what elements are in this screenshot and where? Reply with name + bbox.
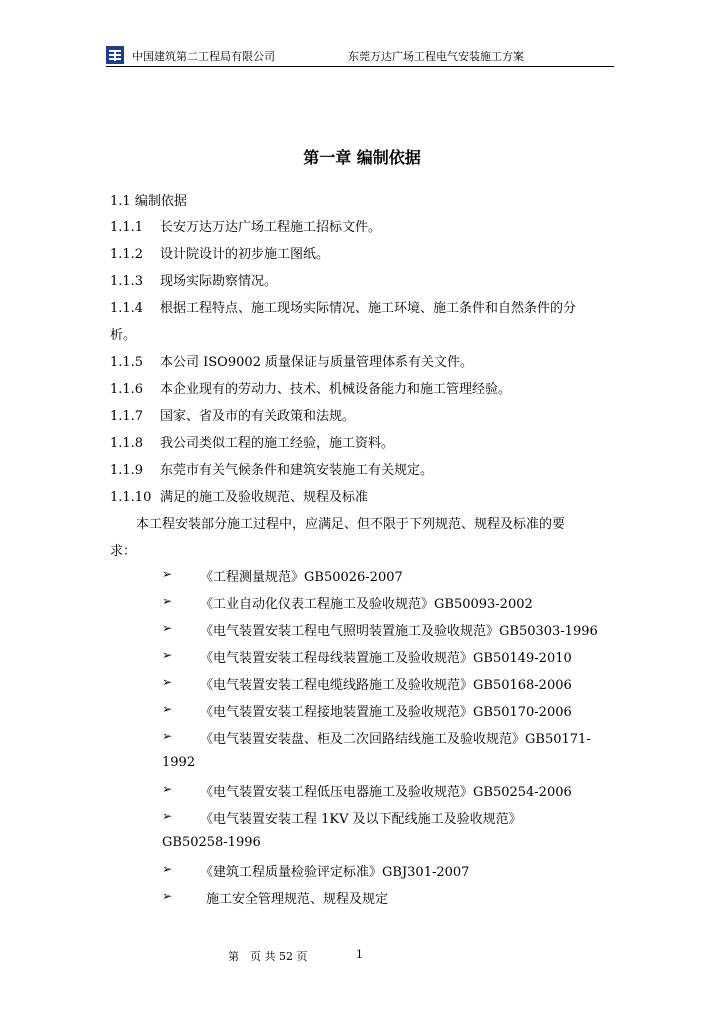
standard-item: 《电气装置安装工程接地装置施工及验收规范》GB50170-2006 (200, 705, 572, 720)
standard-item: 《电气装置安装工程母线装置施工及验收规范》GB50149-2010 (200, 651, 572, 666)
section-1-1-4: 1.1.4 根据工程特点、施工现场实际情况、施工环境、施工条件和自然条件的分 (110, 301, 577, 316)
standard-item: 施工安全管理规范、规程及规定 (206, 892, 389, 907)
chapter-title: 第一章 编制依据 (303, 148, 421, 167)
section-1-1-10: 1.1.10 满足的施工及验收规范、规程及标准 (110, 490, 369, 505)
intro-paragraph-line2: 求： (110, 544, 137, 559)
standard-item: 《建筑工程质量检验评定标准》GBJ301-2007 (200, 865, 470, 880)
bullet-arrow-icon: ➢ (162, 648, 173, 662)
standard-item-continuation: 1992 (162, 755, 196, 770)
standard-item: 《电气装置安装盘、柜及二次回路结线施工及验收规范》GB50171- (200, 732, 591, 747)
section-1-1-2: 1.1.2 设计院设计的初步施工图纸。 (110, 247, 330, 262)
section-1-1: 1.1 编制依据 (110, 194, 187, 209)
bullet-arrow-icon: ➢ (162, 675, 173, 689)
section-1-1-1: 1.1.1 长安万达万达广场工程施工招标文件。 (110, 220, 382, 235)
bullet-arrow-icon: ➢ (162, 862, 173, 876)
bullet-arrow-icon: ➢ (162, 782, 173, 796)
bullet-arrow-icon: ➢ (162, 621, 173, 635)
bullet-arrow-icon: ➢ (162, 702, 173, 716)
bullet-arrow-icon: ➢ (162, 729, 173, 743)
standard-item-continuation: GB50258-1996 (162, 835, 261, 850)
standard-item: 《电气装置安装工程电气照明装置施工及验收规范》GB50303-1996 (200, 624, 598, 639)
bullet-arrow-icon: ➢ (162, 889, 173, 903)
standard-item: 《电气装置安装工程电缆线路施工及验收规范》GB50168-2006 (200, 678, 572, 693)
section-1-1-7: 1.1.7 国家、省及市的有关政策和法规。 (110, 409, 356, 424)
standard-item: 《工程测量规范》GB50026-2007 (200, 570, 403, 585)
bullet-arrow-icon: ➢ (162, 594, 173, 608)
intro-paragraph-line1: 本工程安装部分施工过程中，应满足、但不限于下列规范、规程及标准的要 (136, 517, 566, 532)
section-1-1-9: 1.1.9 东莞市有关气候条件和建筑安装施工有关规定。 (110, 463, 434, 478)
bullet-arrow-icon: ➢ (162, 567, 173, 581)
header-company: 中国建筑第二工程局有限公司 (132, 50, 275, 63)
section-1-1-6: 1.1.6 本企业现有的劳动力、技术、机械设备能力和施工管理经验。 (110, 382, 512, 397)
header-doc-title: 东莞万达广场工程电气安装施工方案 (348, 50, 524, 63)
bullet-arrow-icon: ➢ (162, 809, 173, 823)
section-1-1-3: 1.1.3 现场实际勘察情况。 (110, 274, 278, 289)
page-header (106, 44, 614, 67)
section-1-1-4-cont: 析。 (110, 328, 137, 343)
company-logo-icon (106, 46, 124, 64)
section-1-1-5: 1.1.5 本公司 ISO9002 质量保证与质量管理体系有关文件。 (110, 355, 474, 370)
standard-item: 《电气装置安装工程 1KV 及以下配线施工及验收规范》 (200, 812, 522, 827)
section-1-1-8: 1.1.8 我公司类似工程的施工经验，施工资料。 (110, 436, 395, 451)
standard-item: 《电气装置安装工程低压电器施工及验收规范》GB50254-2006 (200, 785, 572, 800)
footer-page-label: 第 页 共 52 页 (228, 950, 308, 963)
standard-item: 《工业自动化仪表工程施工及验收规范》GB50093-2002 (200, 597, 533, 612)
footer-page-number: 1 (356, 948, 363, 961)
